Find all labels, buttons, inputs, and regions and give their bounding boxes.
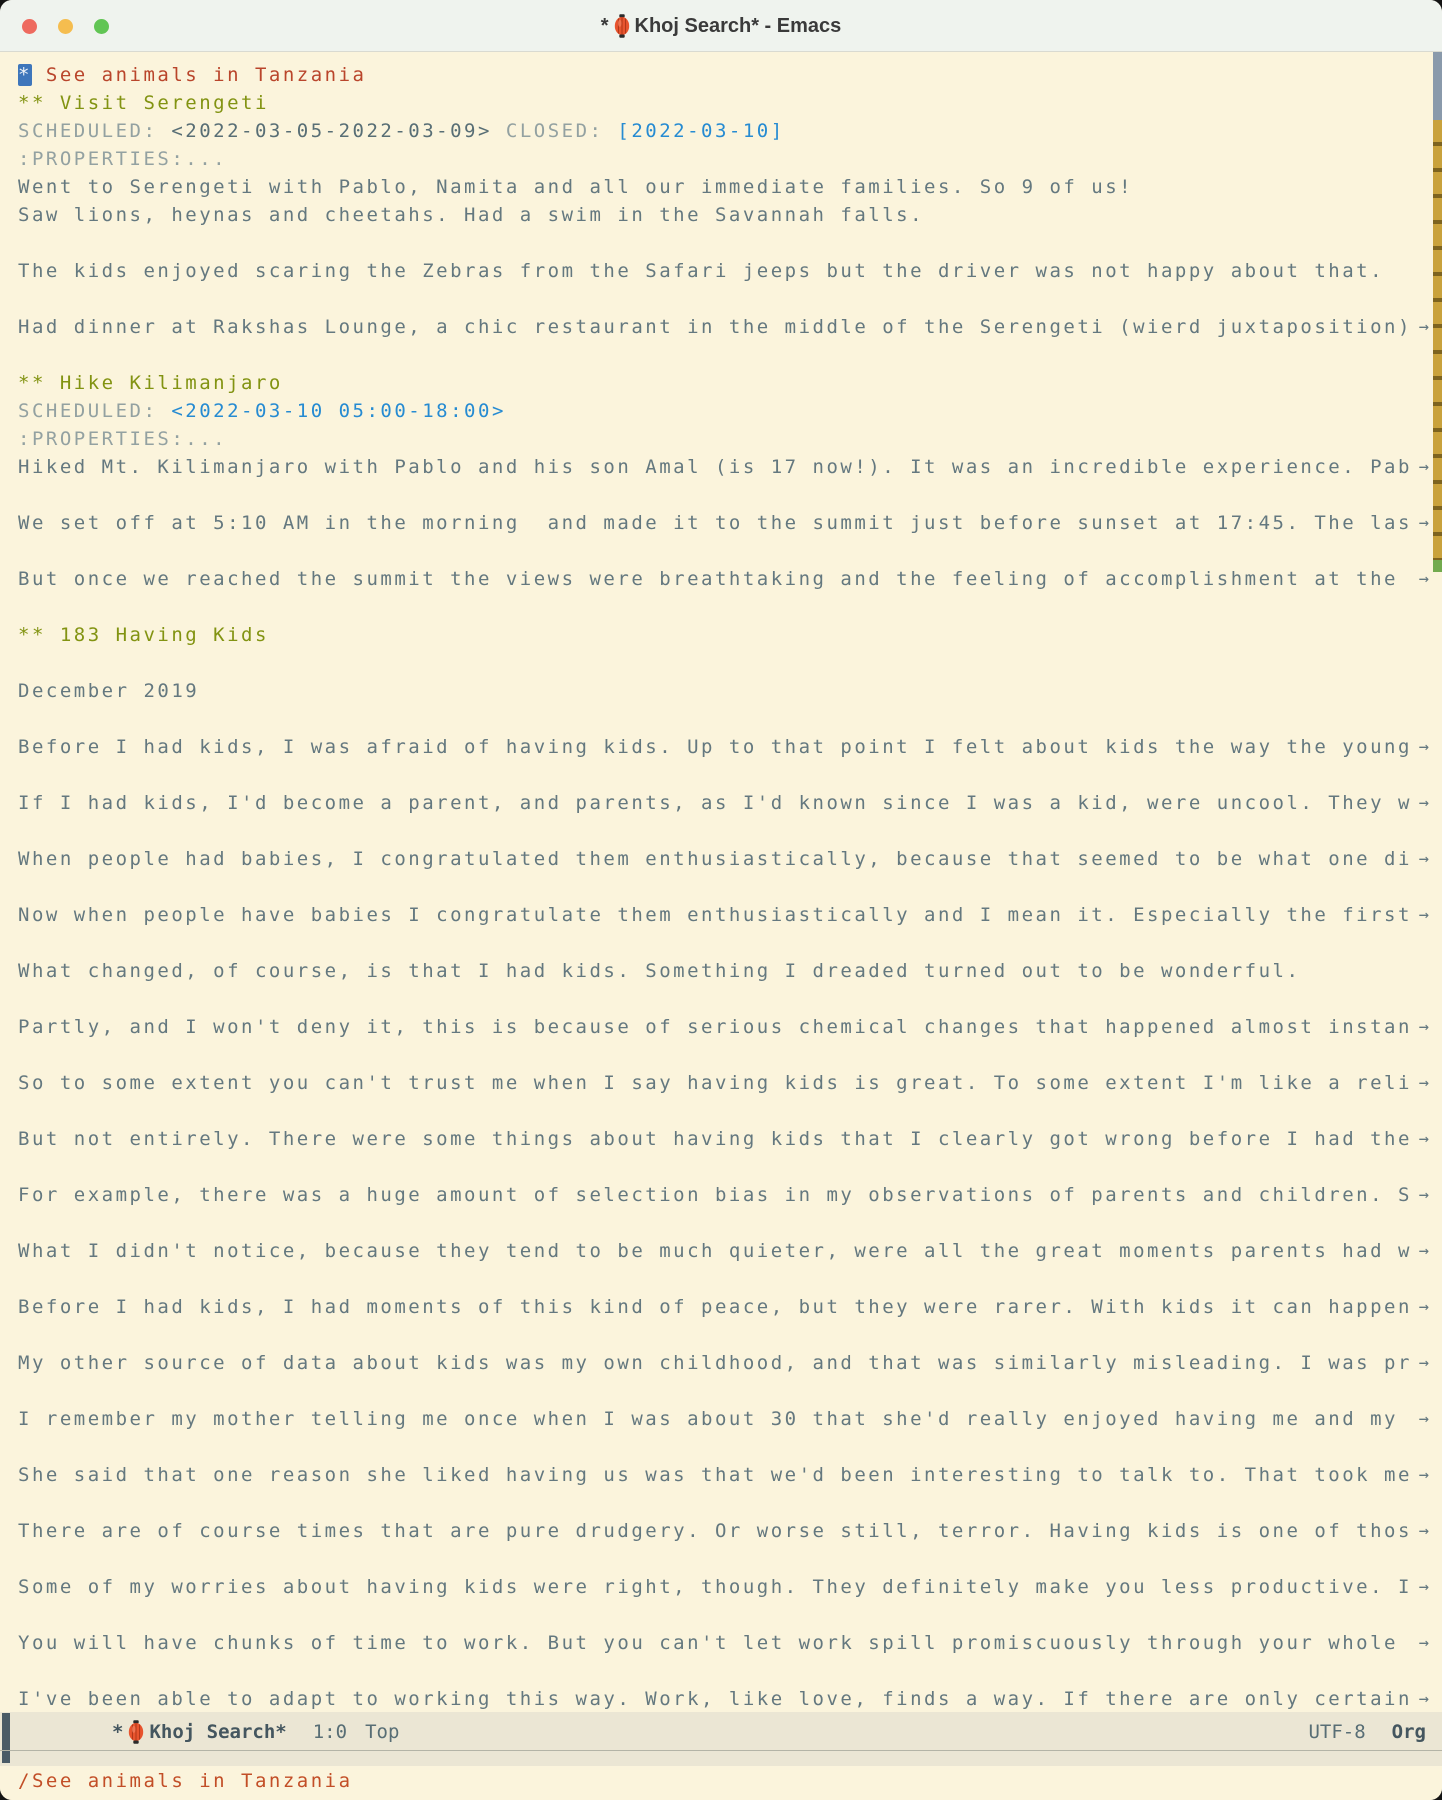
- buffer-line[interactable]: [0, 425, 1442, 453]
- text-segment-keyword: :PROPERTIES:...: [18, 148, 228, 170]
- encoding-indicator: UTF-8: [1308, 1721, 1366, 1743]
- text-segment-keyword: CLOSED:: [505, 120, 618, 142]
- buffer-line[interactable]: [0, 481, 1442, 509]
- buffer-line[interactable]: [0, 341, 1442, 369]
- buffer-line[interactable]: [0, 1433, 1442, 1461]
- text-segment-level2: ** 183 Having Kids: [18, 624, 269, 646]
- buffer-line[interactable]: [0, 1125, 1442, 1153]
- text-segment-body: Some of my worries about having kids were right, though. They definitely make you less productive. I: [18, 1576, 1412, 1598]
- buffer-line[interactable]: [0, 453, 1442, 481]
- text-segment-body: Hiked Mt. Kilimanjaro with Pablo and his son Amal (is 17 now!). It was an incredible experience. Pab: [18, 456, 1412, 478]
- buffer-area[interactable]: [0, 52, 1442, 1712]
- buffer-line[interactable]: [0, 817, 1442, 845]
- buffer-line[interactable]: [0, 1237, 1442, 1265]
- text-segment-body: My other source of data about kids was my own childhood, and that was similarly misleading. I was pr: [18, 1352, 1412, 1374]
- text-segment-body: So to some extent you can't trust me when I say having kids is great. To some extent I'm like a reli: [18, 1072, 1412, 1094]
- buffer-line[interactable]: [0, 1069, 1442, 1097]
- buffer-line[interactable]: [0, 1293, 1442, 1321]
- text-segment-body: She said that one reason she liked having us was that we'd been interesting to talk to. That took me: [18, 1464, 1412, 1486]
- edge-sliver-blue: [1433, 52, 1442, 120]
- text-segment-body: But once we reached the summit the views were breathtaking and the feeling of accomplishment at the: [18, 568, 1412, 590]
- text-segment-keyword: SCHEDULED:: [18, 400, 172, 422]
- buffer-line[interactable]: [0, 733, 1442, 761]
- buffer-line[interactable]: [0, 1517, 1442, 1545]
- buffer-line[interactable]: [0, 593, 1442, 621]
- buffer-line[interactable]: [0, 397, 1442, 425]
- buffer-line[interactable]: [0, 1041, 1442, 1069]
- text-segment-body: We set off at 5:10 AM in the morning and made it to the summit just before sunset at 17:45. The las: [18, 512, 1412, 534]
- truncation-arrow-icon: →: [1418, 317, 1429, 337]
- text-segment-level1: See animals in Tanzania: [31, 64, 367, 86]
- buffer-line[interactable]: [0, 705, 1442, 733]
- buffer-line[interactable]: [0, 621, 1442, 649]
- text-segment-date: <2022-03-05-2022-03-09>: [171, 120, 492, 142]
- buffer-name-prefix: *: [112, 1721, 124, 1743]
- edge-sliver-yellow: [1433, 120, 1442, 560]
- title-text: Khoj Search* - Emacs: [634, 14, 842, 37]
- buffer-line[interactable]: [0, 537, 1442, 565]
- scroll-position: Top: [365, 1721, 400, 1743]
- text-segment-body: Now when people have babies I congratulate them enthusiastically and I mean it. Especially the first: [18, 904, 1412, 926]
- buffer-line[interactable]: [0, 929, 1442, 957]
- text-segment-body: December 2019: [18, 680, 200, 702]
- truncation-arrow-icon: →: [1418, 1633, 1429, 1653]
- buffer-line[interactable]: [0, 229, 1442, 257]
- buffer-line[interactable]: [0, 789, 1442, 817]
- text-segment-body: But not entirely. There were some things about having kids that I clearly got wrong before I had the: [18, 1128, 1412, 1150]
- buffer-line[interactable]: [0, 1265, 1442, 1293]
- buffer-line[interactable]: [0, 873, 1442, 901]
- truncation-arrow-icon: →: [1418, 737, 1429, 757]
- truncation-arrow-icon: →: [1418, 1689, 1429, 1709]
- truncation-arrow-icon: →: [1418, 1353, 1429, 1373]
- buffer-line[interactable]: [0, 1545, 1442, 1573]
- text-segment-body: If I had kids, I'd become a parent, and parents, as I'd known since I was a kid, were uncool. They w: [18, 792, 1412, 814]
- text-segment-body: Went to Serengeti with Pablo, Namita and all our immediate families. So 9 of us!: [18, 176, 1134, 198]
- text-segment-date_active: <2022-03-10 05:00-18:00>: [171, 400, 506, 422]
- text-cursor: *: [18, 64, 32, 86]
- text-segment-body: Saw lions, heynas and cheetahs. Had a swim in the Savannah falls.: [18, 204, 925, 226]
- modeline-buffer-info: [112, 1712, 399, 1752]
- text-segment-body: The kids enjoyed scaring the Zebras from the Safari jeeps but the driver was not happy about that.: [18, 260, 1385, 282]
- text-segment-body: You will have chunks of time to work. But you can't let work spill promiscuously through your whole: [18, 1632, 1412, 1654]
- text-segment-body: What I didn't notice, because they tend to be much quieter, were all the great moments parents had w: [18, 1240, 1412, 1262]
- buffer-line[interactable]: [0, 1377, 1442, 1405]
- buffer-line[interactable]: [0, 1209, 1442, 1237]
- buffer-line[interactable]: [0, 761, 1442, 789]
- buffer-line[interactable]: [0, 565, 1442, 593]
- buffer-line[interactable]: [0, 985, 1442, 1013]
- text-segment-body: I remember my mother telling me once when I was about 30 that she'd really enjoyed having me and my: [18, 1408, 1412, 1430]
- buffer-line[interactable]: [0, 1153, 1442, 1181]
- buffer-line[interactable]: [0, 145, 1442, 173]
- truncation-arrow-icon: →: [1418, 905, 1429, 925]
- major-mode-indicator: Org: [1391, 1721, 1426, 1743]
- truncation-arrow-icon: →: [1418, 1241, 1429, 1261]
- text-segment-level2: ** Hike Kilimanjaro: [18, 372, 283, 394]
- buffer-line[interactable]: [0, 369, 1442, 397]
- truncation-arrow-icon: →: [1418, 457, 1429, 477]
- buffer-line[interactable]: [0, 845, 1442, 873]
- text-segment-body: For example, there was a huge amount of selection bias in my observations of parents and children. S: [18, 1184, 1412, 1206]
- title-prefix: *: [600, 14, 609, 37]
- text-segment-level2: ** Visit Serengeti: [18, 92, 269, 114]
- buffer-line[interactable]: [0, 1321, 1442, 1349]
- lantern-icon: [613, 14, 631, 38]
- truncation-arrow-icon: →: [1418, 1409, 1429, 1429]
- text-segment-keyword: :PROPERTIES:...: [18, 428, 228, 450]
- window-title: [0, 0, 1442, 52]
- buffer-line[interactable]: [0, 1097, 1442, 1125]
- buffer-line[interactable]: [0, 1013, 1442, 1041]
- truncation-arrow-icon: →: [1418, 1521, 1429, 1541]
- buffer-line[interactable]: [0, 173, 1442, 201]
- buffer-line[interactable]: [0, 1461, 1442, 1489]
- buffer-line[interactable]: [0, 89, 1442, 117]
- buffer-line[interactable]: [0, 285, 1442, 313]
- buffer-line[interactable]: [0, 649, 1442, 677]
- modeline-status: [1308, 1712, 1426, 1752]
- text-segment-body: Had dinner at Rakshas Lounge, a chic restaurant in the middle of the Serengeti (wierd juxtaposition): [18, 316, 1412, 338]
- truncation-arrow-icon: →: [1418, 1297, 1429, 1317]
- truncation-arrow-icon: →: [1418, 1465, 1429, 1485]
- truncation-arrow-icon: →: [1418, 569, 1429, 589]
- text-segment-body: What changed, of course, is that I had kids. Something I dreaded turned out to be wonderful.: [18, 960, 1301, 982]
- buffer-line[interactable]: [0, 313, 1442, 341]
- truncation-arrow-icon: →: [1418, 1129, 1429, 1149]
- text-segment-body: Partly, and I won't deny it, this is because of serious chemical changes that happened almost instan: [18, 1016, 1412, 1038]
- text-segment-body: When people had babies, I congratulated them enthusiastically, because that seemed to be what one di: [18, 848, 1412, 870]
- truncation-arrow-icon: →: [1418, 1017, 1429, 1037]
- text-segment-body: There are of course times that are pure drudgery. Or worse still, terror. Having kids is one of thos: [18, 1520, 1412, 1542]
- titlebar: [0, 0, 1442, 52]
- modeline: [0, 1712, 1442, 1766]
- truncation-arrow-icon: →: [1418, 1073, 1429, 1093]
- buffer-line[interactable]: [0, 1601, 1442, 1629]
- buffer-line[interactable]: [0, 1685, 1442, 1712]
- buffer-line[interactable]: [0, 1405, 1442, 1433]
- buffer-line[interactable]: [0, 677, 1442, 705]
- truncation-arrow-icon: →: [1418, 849, 1429, 869]
- modeline-left-bar: [2, 1713, 10, 1763]
- buffer-line[interactable]: [0, 1629, 1442, 1657]
- cursor-position: 1:0: [312, 1721, 348, 1743]
- buffer-line[interactable]: [0, 257, 1442, 285]
- buffer-line[interactable]: [0, 957, 1442, 985]
- lantern-icon: [127, 1720, 145, 1744]
- buffer-line[interactable]: [0, 901, 1442, 929]
- text-segment-keyword: SCHEDULED:: [18, 120, 172, 142]
- text-segment-body: Before I had kids, I had moments of this kind of peace, but they were rarer. With kids it can happen: [18, 1296, 1412, 1318]
- buffer-line[interactable]: [0, 1181, 1442, 1209]
- buffer-line[interactable]: [0, 61, 1442, 89]
- text-segment-body: Before I had kids, I was afraid of having kids. Up to that point I felt about kids the way the young: [18, 736, 1412, 758]
- buffer-line[interactable]: [0, 201, 1442, 229]
- text-segment-body: [492, 120, 506, 142]
- truncation-arrow-icon: →: [1418, 513, 1429, 533]
- buffer-line[interactable]: [0, 1657, 1442, 1685]
- buffer-line[interactable]: [0, 1349, 1442, 1377]
- minibuffer[interactable]: [0, 1766, 1442, 1800]
- truncation-arrow-icon: →: [1418, 793, 1429, 813]
- truncation-arrow-icon: →: [1418, 1577, 1429, 1597]
- right-edge-clipped-content: [1433, 52, 1442, 1712]
- buffer-line[interactable]: [0, 117, 1442, 145]
- text-segment-body: I've been able to adapt to working this way. Work, like love, finds a way. If there are only certain: [18, 1688, 1412, 1710]
- minibuffer-search-text: /See animals in Tanzania: [18, 1770, 353, 1792]
- text-segment-date_active: [2022-03-10]: [617, 120, 785, 142]
- buffer-line[interactable]: [0, 1489, 1442, 1517]
- buffer-line[interactable]: [0, 1573, 1442, 1601]
- truncation-arrow-icon: →: [1418, 1185, 1429, 1205]
- buffer-line[interactable]: [0, 509, 1442, 537]
- edge-sliver-green: [1433, 560, 1442, 572]
- buffer-name: Khoj Search*: [149, 1721, 287, 1743]
